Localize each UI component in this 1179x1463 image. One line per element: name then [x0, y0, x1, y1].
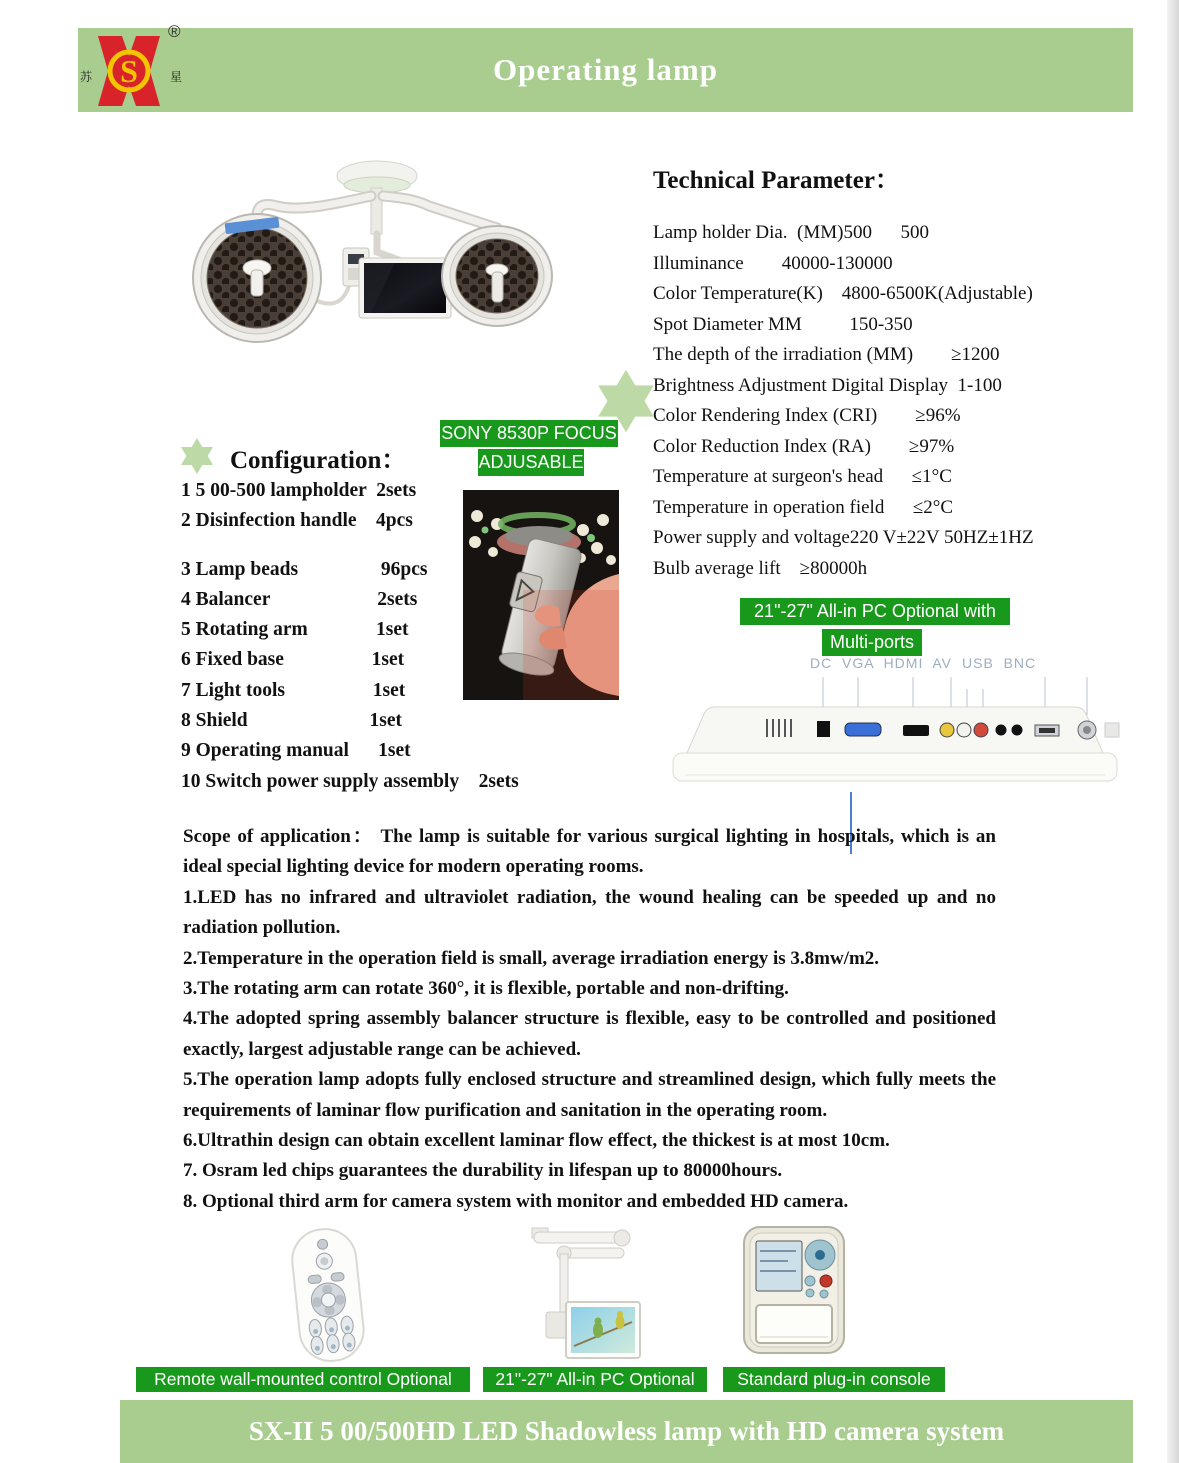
scope-paragraph: Scope of application： The lamp is suitable for various surgical lighting in hospitals, which is an ideal special lighting device for modern operating rooms. [183, 826, 996, 878]
page-right-edge [1167, 0, 1179, 1463]
pc-label-line2: Multi-ports [822, 629, 922, 656]
focus-label-line1: SONY 8530P FOCUS [440, 420, 618, 447]
tech-param-row: Brightness Adjustment Digital Display 1-100 [653, 374, 1002, 396]
logo-char-right: 星 [169, 70, 182, 84]
tech-param-row: Illuminance 40000-130000 [653, 252, 893, 274]
product-model-title: SX-II 5 00/500HD LED Shadowless lamp with HD camera system [248, 1416, 1005, 1446]
focus-handle-photo [463, 490, 619, 700]
monitor-ports-photo [655, 675, 1135, 793]
tech-param-row: The depth of the irradiation (MM) ≥1200 [653, 344, 1000, 365]
config-item: 5 Rotating arm 1set [181, 619, 409, 641]
tech-param-row: Temperature at surgeon's head ≤1°C [653, 466, 952, 487]
feature-paragraph: 6.Ultrathin design can obtain excellent laminar flow effect, the thickest is at most 10cm. [183, 1130, 890, 1152]
configuration-title: Configuration： [230, 447, 407, 474]
registered-mark: ® [168, 22, 181, 41]
pc-caption-label: 21"-27" All-in PC Optional [483, 1367, 707, 1392]
page-title: Operating lamp [493, 52, 718, 87]
tech-param-row: Color Reduction Index (RA) ≥97% [653, 435, 955, 457]
brand-logo [80, 30, 182, 112]
port-labels-group1: DC VGA HDMI AV [810, 655, 952, 671]
tech-param-row: Color Temperature(K) 4800-6500K(Adjustable) [653, 283, 1033, 304]
plug-in-console-photo [740, 1223, 850, 1357]
tech-param-row: Color Rendering Index (CRI) ≥96% [653, 405, 961, 426]
tech-param-row: Spot Diameter MM 150-350 [653, 313, 913, 335]
feature-paragraph: 4.The adopted spring assembly balancer structure is flexible, easy to be controlled and positioned exactly, largest adjustable range can be achieved. [183, 1008, 996, 1060]
config-item: 8 Shield 1set [181, 710, 403, 732]
feature-paragraph: 3.The rotating arm can rotate 360°, it is flexible, portable and non-drifting. [183, 978, 789, 1000]
config-item: 6 Fixed base 1set [181, 649, 405, 671]
remote-control-photo [281, 1226, 375, 1366]
feature-paragraph: 2.Temperature in the operation field is small, average irradiation energy is 3.8mw/m2. [183, 947, 880, 969]
focus-label-line2: ADJUSABLE [478, 449, 584, 476]
config-item: 4 Balancer 2sets [181, 588, 418, 610]
remote-caption-label: Remote wall-mounted control Optional [136, 1367, 470, 1392]
config-item: 7 Light tools 1set [181, 679, 406, 701]
config-item: 3 Lamp beads 96pcs [181, 558, 428, 580]
feature-paragraph: 8. Optional third arm for camera system with monitor and embedded HD camera. [183, 1190, 849, 1212]
logo-char-left: 苏 [80, 70, 93, 84]
monitor-arm-photo [516, 1226, 644, 1362]
pc-label-line1: 21"-27" All-in PC Optional with [740, 598, 1010, 625]
footer-bar [120, 1400, 1133, 1463]
feature-paragraph: 1.LED has no infrared and ultraviolet radiation, the wound healing can be speeded up and no radiation pollution. [183, 886, 996, 939]
config-item: 9 Operating manual 1set [181, 740, 411, 762]
config-item: 10 Switch power supply assembly 2sets [181, 770, 519, 792]
tech-param-row: Lamp holder Dia. (MM)500 500 [653, 222, 929, 243]
technical-parameters-section [653, 160, 1148, 584]
technical-parameters-title: Technical Parameter： [653, 167, 900, 194]
console-caption-label: Standard plug-in console [723, 1367, 945, 1392]
config-item: 1 5 00-500 lampholder 2sets [181, 480, 417, 501]
tech-param-row: Bulb average lift ≥80000h [653, 557, 868, 579]
description-section [183, 822, 996, 1217]
brand-logo-graphic [84, 30, 174, 112]
tech-param-row: Temperature in operation field ≤2°C [653, 496, 954, 518]
config-item: 2 Disinfection handle 4pcs [181, 510, 413, 532]
header-bar [78, 28, 1133, 112]
port-labels-group2: USB BNC [962, 655, 1037, 671]
operating-lamp-photo [165, 158, 620, 346]
star-icon [178, 437, 216, 475]
feature-paragraph: 5.The operation lamp adopts fully enclosed structure and streamlined design, which fully meets the requirements of laminar flow purification and sanitation in the operating room. [183, 1069, 996, 1121]
logo-letter: S [120, 53, 138, 89]
tech-param-row: Power supply and voltage220 V±22V 50HZ±1HZ [653, 527, 1034, 548]
feature-paragraph: 7. Osram led chips guarantees the durability in lifespan up to 80000hours. [183, 1160, 783, 1182]
